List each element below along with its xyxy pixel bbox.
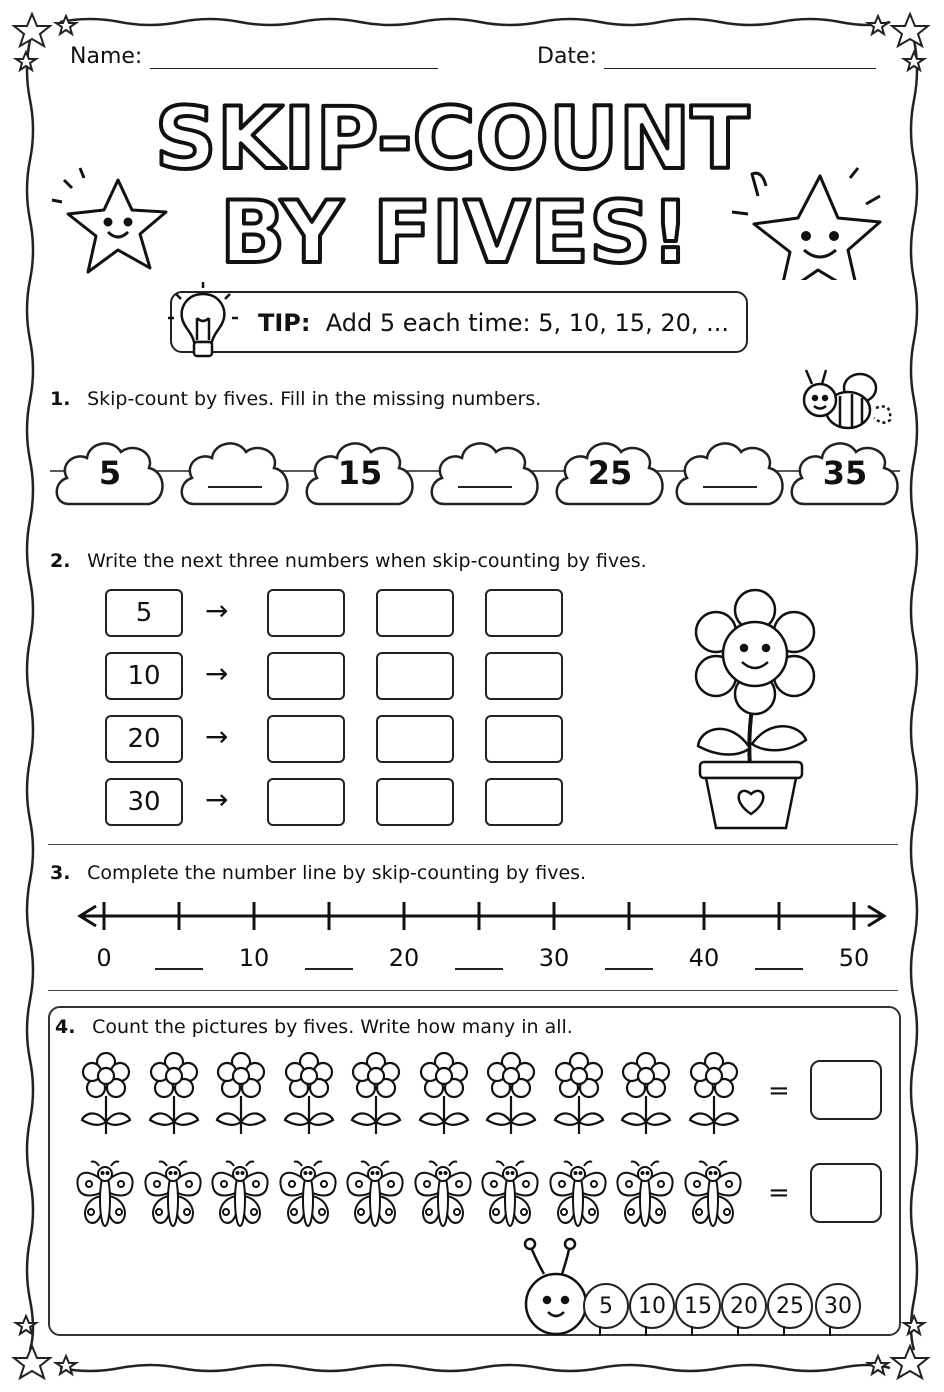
cloud-4 — [426, 428, 544, 518]
question-number: 2. — [50, 550, 71, 572]
flower-icon — [416, 1052, 472, 1136]
number-line-blank[interactable] — [305, 968, 353, 970]
title-line-1: SKIP-COUNT — [154, 89, 750, 189]
question-number: 4. — [55, 1016, 76, 1038]
title-graphic — [0, 80, 944, 280]
answer-box[interactable] — [485, 778, 563, 826]
answer-box[interactable] — [267, 589, 345, 637]
butterfly-icon — [548, 1160, 608, 1230]
question-3 — [50, 862, 586, 884]
date-label: Date: — [537, 44, 597, 69]
answer-box[interactable] — [376, 715, 454, 763]
arrow-right-icon: → — [205, 720, 229, 753]
start-number-box: 5 — [105, 589, 183, 637]
number-line-blank[interactable] — [455, 968, 503, 970]
star-icon — [52, 168, 166, 272]
star-icon — [732, 168, 880, 280]
cloud-number: 25 — [587, 454, 633, 492]
caterpillar-segment: 25 — [767, 1283, 813, 1329]
butterfly-icon — [210, 1160, 270, 1230]
caterpillar-segment: 15 — [675, 1283, 721, 1329]
number-line-label: 10 — [238, 944, 270, 972]
answer-box[interactable] — [485, 652, 563, 700]
answer-box[interactable] — [267, 652, 345, 700]
cloud-number: 35 — [822, 454, 868, 492]
cloud-number: 15 — [337, 454, 383, 492]
caterpillar-legs — [560, 1326, 880, 1340]
question-instruction: Complete the number line by skip-counting by fives. — [87, 862, 587, 884]
answer-box[interactable] — [376, 589, 454, 637]
section-divider — [48, 990, 898, 991]
cloud-answer-blank[interactable] — [208, 486, 262, 488]
name-field[interactable] — [150, 68, 438, 69]
flower-icon — [78, 1052, 134, 1136]
caterpillar-segment: 20 — [721, 1283, 767, 1329]
cloud-1 — [51, 428, 169, 518]
butterfly-icon — [683, 1160, 743, 1230]
arrow-right-icon: → — [205, 783, 229, 816]
tip-text — [258, 309, 729, 337]
question-4 — [55, 1016, 573, 1038]
butterfly-icon — [480, 1160, 540, 1230]
cloud-7 — [786, 428, 904, 518]
cloud-6 — [671, 428, 789, 518]
cloud-2 — [176, 428, 294, 518]
flower-total-box[interactable] — [810, 1060, 882, 1120]
flower-icon — [213, 1052, 269, 1136]
start-number-box: 20 — [105, 715, 183, 763]
number-line-blank[interactable] — [755, 968, 803, 970]
answer-box[interactable] — [267, 715, 345, 763]
number-line-label: 20 — [388, 944, 420, 972]
name-label: Name: — [70, 44, 143, 69]
date-field[interactable] — [604, 68, 876, 69]
flower-icon — [483, 1052, 539, 1136]
question-number: 3. — [50, 862, 71, 884]
equals-sign: = — [768, 1076, 790, 1106]
flower-icon — [618, 1052, 674, 1136]
answer-box[interactable] — [376, 652, 454, 700]
lightbulb-icon — [164, 280, 242, 364]
question-instruction: Write the next three numbers when skip-counting by fives. — [87, 550, 647, 572]
cloud-number: 5 — [98, 454, 122, 492]
caterpillar-segment: 30 — [815, 1283, 861, 1329]
question-number: 1. — [50, 388, 71, 410]
flower-icon — [686, 1052, 742, 1136]
flower-icon — [146, 1052, 202, 1136]
tip-label: TIP: — [258, 309, 311, 337]
arrow-right-icon: → — [205, 594, 229, 627]
butterfly-icon — [615, 1160, 675, 1230]
number-line-label: 40 — [688, 944, 720, 972]
number-line-blank[interactable] — [605, 968, 653, 970]
number-line-label: 50 — [838, 944, 870, 972]
question-1 — [50, 388, 541, 410]
cloud-3 — [301, 428, 419, 518]
number-line-label: 30 — [538, 944, 570, 972]
question-instruction: Count the pictures by fives. Write how many in all. — [92, 1016, 573, 1038]
star-icon — [14, 14, 50, 46]
caterpillar-icon — [520, 1236, 592, 1336]
butterfly-icon — [143, 1160, 203, 1230]
flower-icon — [348, 1052, 404, 1136]
tip-body: Add 5 each time: 5, 10, 15, 20, ... — [325, 309, 730, 337]
number-line — [76, 900, 888, 934]
arrow-right-icon: → — [205, 657, 229, 690]
question-instruction: Skip-count by fives. Fill in the missing numbers. — [87, 388, 542, 410]
number-line-label: 0 — [96, 944, 112, 972]
cloud-answer-blank[interactable] — [458, 486, 512, 488]
answer-box[interactable] — [376, 778, 454, 826]
butterfly-icon — [413, 1160, 473, 1230]
butterfly-icon — [345, 1160, 405, 1230]
butterfly-icon — [75, 1160, 135, 1230]
answer-box[interactable] — [485, 715, 563, 763]
butterfly-icon — [278, 1160, 338, 1230]
flower-icon — [281, 1052, 337, 1136]
cloud-5 — [551, 428, 669, 518]
answer-box[interactable] — [267, 778, 345, 826]
butterfly-total-box[interactable] — [810, 1163, 882, 1223]
cloud-answer-blank[interactable] — [703, 486, 757, 488]
section-divider — [48, 844, 898, 845]
title-line-2: BY FIVES! — [219, 183, 691, 280]
flower-pot-icon — [690, 588, 820, 832]
start-number-box: 10 — [105, 652, 183, 700]
start-number-box: 30 — [105, 778, 183, 826]
caterpillar-segment: 5 — [583, 1283, 629, 1329]
answer-box[interactable] — [485, 589, 563, 637]
flower-icon — [551, 1052, 607, 1136]
question-2 — [50, 550, 647, 572]
caterpillar-segment: 10 — [629, 1283, 675, 1329]
equals-sign: = — [768, 1178, 790, 1208]
number-line-blank[interactable] — [155, 968, 203, 970]
